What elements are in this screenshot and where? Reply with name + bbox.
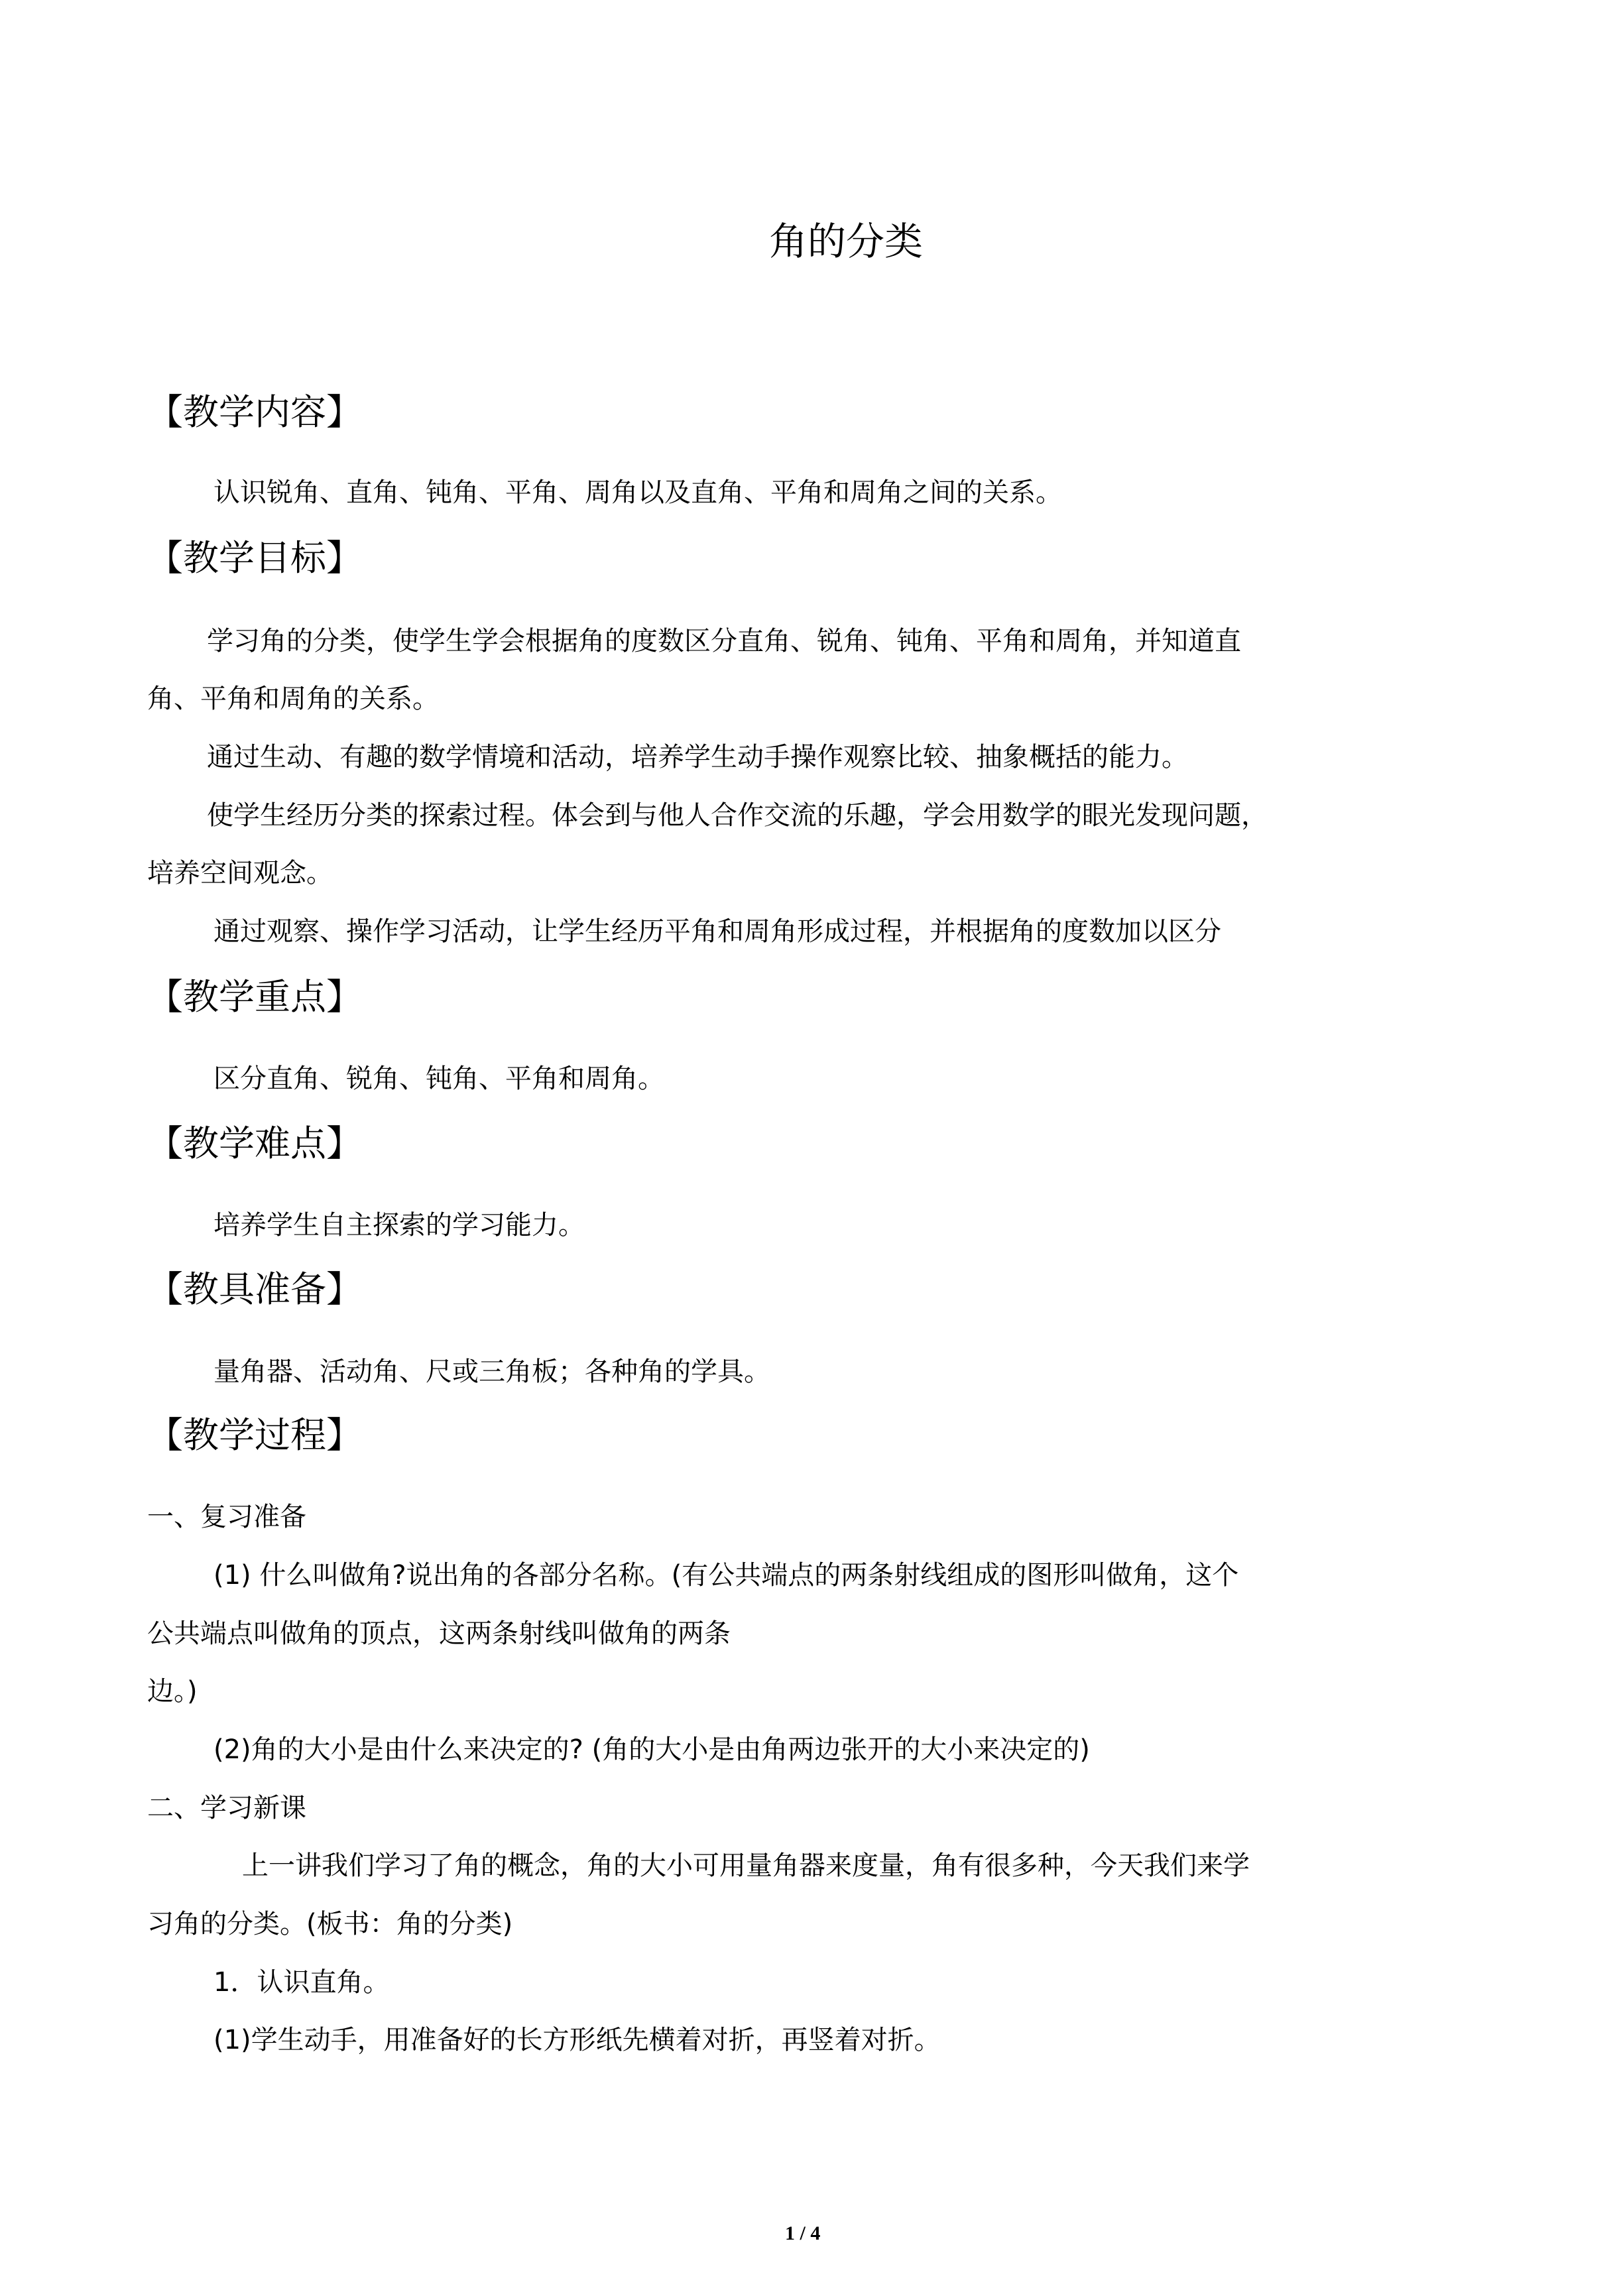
goals-paragraph-1-line-1: 学习角的分类，使学生学会根据角的度数区分直角、锐角、钝角、平角和周角，并知道直 xyxy=(207,626,1241,656)
process-intro-line-1: 上一讲我们学习了角的概念，角的大小可用量角器来度量，角有很多种，今天我们来学 xyxy=(242,1850,1250,1881)
heading-key-points: 【教学重点】 xyxy=(147,976,362,1018)
page-title: 角的分类 xyxy=(769,219,924,264)
heading-materials: 【教具准备】 xyxy=(147,1268,362,1310)
heading-teaching-goals: 【教学目标】 xyxy=(147,537,362,579)
process-step-2-title: 二、学习新课 xyxy=(147,1793,306,1823)
process-question-1-line-2: 公共端点叫做角的顶点，这两条射线叫做角的两条 xyxy=(147,1618,731,1649)
process-question-1-line-1: (1) 什么叫做角?说出角的各部分名称。(有公共端点的两条射线组成的图形叫做角，这个 xyxy=(213,1560,1239,1591)
process-item-1: 1．认识直角。 xyxy=(213,1967,390,1998)
key-points-text: 区分直角、锐角、钝角、平角和周角。 xyxy=(213,1063,664,1094)
materials-text: 量角器、活动角、尺或三角板；各种角的学具。 xyxy=(213,1357,770,1387)
heading-difficulties: 【教学难点】 xyxy=(147,1122,362,1164)
goals-paragraph-4: 通过观察、操作学习活动，让学生经历平角和周角形成过程，并根据角的度数加以区分 xyxy=(213,916,1221,947)
goals-paragraph-1-line-2: 角、平角和周角的关系。 xyxy=(147,684,439,714)
process-question-2: (2)角的大小是由什么来决定的? (角的大小是由角两边张开的大小来决定的) xyxy=(213,1734,1090,1765)
heading-teaching-content: 【教学内容】 xyxy=(147,391,362,433)
page-number: 1 / 4 xyxy=(785,2222,821,2244)
process-intro-line-2: 习角的分类。(板书：角的分类) xyxy=(147,1909,513,1939)
process-question-1-line-3: 边。) xyxy=(147,1676,198,1707)
process-step-1-title: 一、复习准备 xyxy=(147,1502,306,1532)
goals-paragraph-3-line-1: 使学生经历分类的探索过程。体会到与他人合作交流的乐趣，学会用数学的眼光发现问题， xyxy=(207,800,1268,831)
difficulties-text: 培养学生自主探索的学习能力。 xyxy=(213,1210,585,1240)
goals-paragraph-3-line-2: 培养空间观念。 xyxy=(147,858,333,888)
content-text: 认识锐角、直角、钝角、平角、周角以及直角、平角和周角之间的关系。 xyxy=(213,477,1062,508)
process-item-1-sub-1: (1)学生动手，用准备好的长方形纸先横着对折，再竖着对折。 xyxy=(213,2025,941,2055)
heading-teaching-process: 【教学过程】 xyxy=(147,1414,362,1456)
goals-paragraph-2: 通过生动、有趣的数学情境和活动，培养学生动手操作观察比较、抽象概括的能力。 xyxy=(207,742,1188,772)
